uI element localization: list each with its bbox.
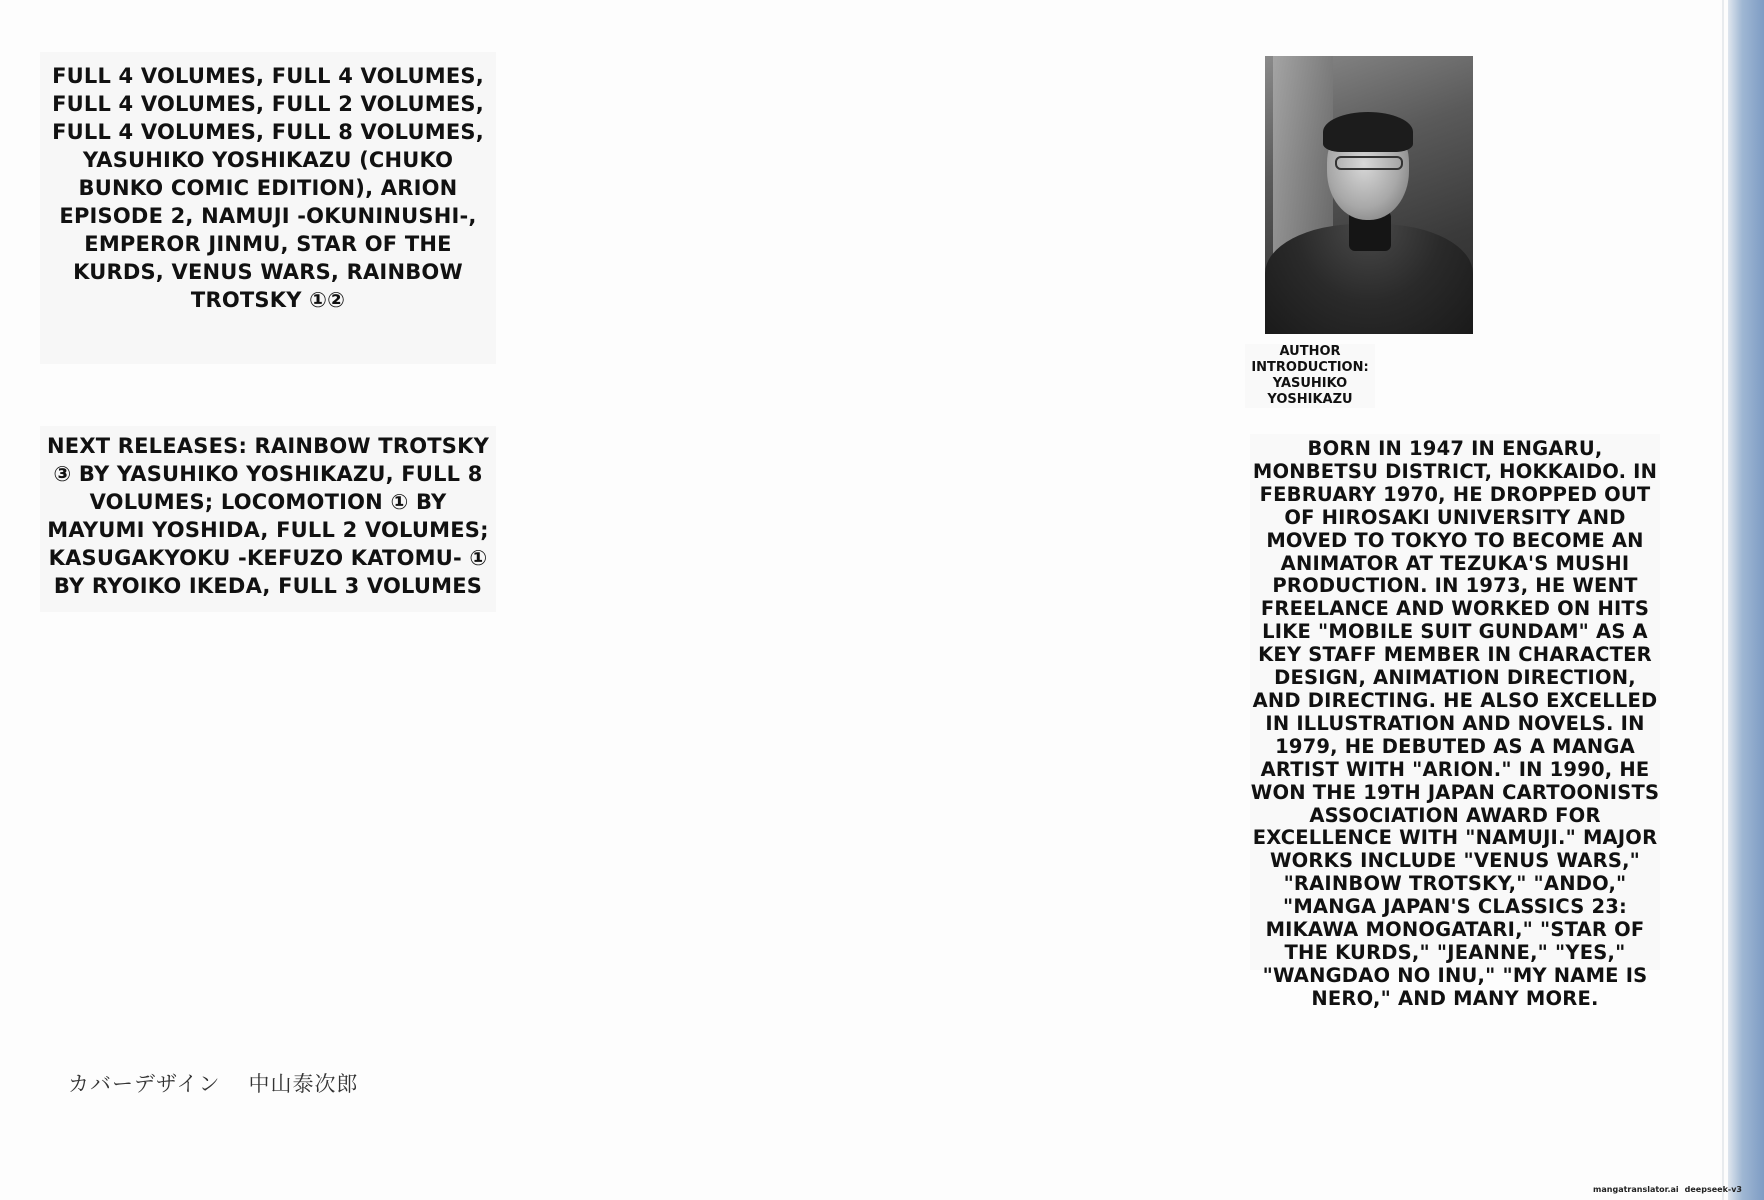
- cover-designer-name: 中山泰次郎: [248, 1072, 359, 1096]
- volumes-list-text: FULL 4 VOLUMES, FULL 4 VOLUMES, FULL 4 VOLUMES, FULL 2 VOLUMES, FULL 4 VOLUMES, FULL 8 VOLUMES, YASUHIKO YOSHIKAZU (CHUKO BUNKO COMIC EDITION), ARION EPISODE 2, NAMUJI -OKUNINUSHI-, EMPEROR JINMU, STAR OF THE KURDS, VENUS WARS, RAINBOW TROTSKY ①②: [40, 52, 496, 364]
- author-photo: [1265, 56, 1473, 334]
- page-edge-line: [1722, 0, 1724, 1200]
- watermark-model: deepseek-v3: [1684, 1185, 1742, 1194]
- watermark-site: mangatranslator.ai: [1593, 1185, 1679, 1194]
- cover-design-credit: [68, 1068, 359, 1098]
- author-biography-text: BORN IN 1947 IN ENGARU, MONBETSU DISTRICT, HOKKAIDO. IN FEBRUARY 1970, HE DROPPED OUT OF HIROSAKI UNIVERSITY AND MOVED TO TOKYO TO BECOME AN ANIMATOR AT TEZUKA'S MUSHI PRODUCTION. IN 1973, HE WENT FREELANCE AND WORKED ON HITS LIKE "MOBILE SUIT GUNDAM" AS A KEY STAFF MEMBER IN CHARACTER DESIGN, ANIMATION DIRECTION, AND DIRECTING. HE ALSO EXCELLED IN ILLUSTRATION AND NOVELS. IN 1979, HE DEBUTED AS A MANGA ARTIST WITH "ARION." IN 1990, HE WON THE 19TH JAPAN CARTOONISTS ASSOCIATION AWARD FOR EXCELLENCE WITH "NAMUJI." MAJOR WORKS INCLUDE "VENUS WARS," "RAINBOW TROTSKY," "ANDO," "MANGA JAPAN'S CLASSICS 23: MIKAWA MONOGATARI," "STAR OF THE KURDS," "JEANNE," "YES," "WANGDAO NO INU," "MY NAME IS NERO," AND MANY MORE.: [1250, 434, 1660, 970]
- next-releases-text: NEXT RELEASES: RAINBOW TROTSKY ③ BY YASUHIKO YOSHIKAZU, FULL 8 VOLUMES; LOCOMOTION ① BY MAYUMI YOSHIDA, FULL 2 VOLUMES; KASUGAKYOKU -KEFUZO KATOMU- ① BY RYOIKO IKEDA, FULL 3 VOLUMES: [40, 426, 496, 612]
- author-photo-caption: AUTHOR INTRODUCTION: YASUHIKO YOSHIKAZU: [1245, 344, 1375, 408]
- watermark: [1593, 1185, 1742, 1194]
- cover-design-label: カバーデザイン: [68, 1072, 221, 1096]
- book-spine-edge: [1728, 0, 1764, 1200]
